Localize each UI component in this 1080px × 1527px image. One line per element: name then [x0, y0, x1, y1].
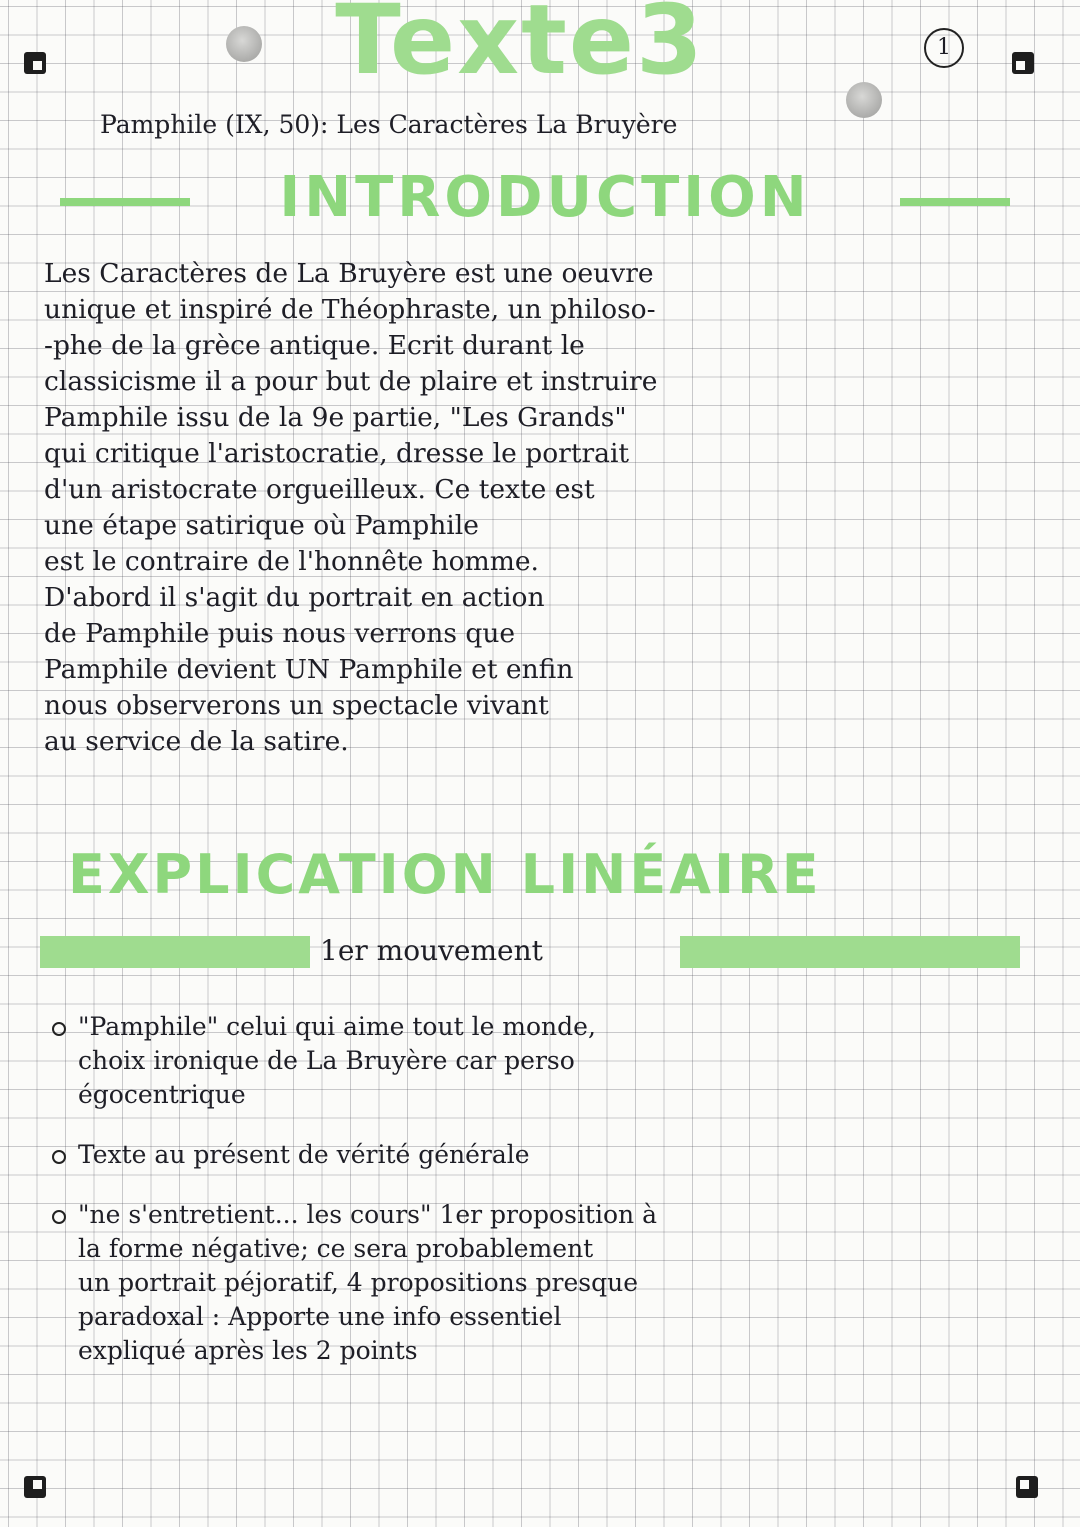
corner-marker-icon	[1012, 52, 1034, 74]
corner-marker-icon	[1016, 1476, 1038, 1498]
bullet-circle-icon	[52, 1022, 66, 1036]
text-line: "Pamphile" celui qui aime tout le monde,	[78, 1012, 596, 1041]
highlight-bar	[680, 936, 1020, 968]
corner-marker-icon	[24, 1476, 46, 1498]
page-title: Texte3	[335, 0, 705, 96]
text-line: classicisme il a pour but de plaire et instruire	[44, 366, 658, 397]
page-subtitle: Pamphile (IX, 50): Les Caractères La Bruyère	[100, 110, 678, 139]
highlight-bar	[40, 936, 310, 968]
list-item	[50, 1198, 1040, 1368]
text-line: Pamphile issu de la 9e partie, "Les Grands"	[44, 402, 627, 433]
bullet-circle-icon	[52, 1210, 66, 1224]
introduction-text	[44, 256, 1034, 760]
text-line: Les Caractères de La Bruyère est une oeuvre	[44, 258, 654, 289]
text-line: Pamphile devient UN Pamphile et enfin	[44, 654, 574, 685]
list-item	[50, 1138, 1040, 1172]
movement-label: 1er mouvement	[320, 934, 543, 967]
page-number: 1	[924, 28, 964, 68]
text-line: au service de la satire.	[44, 726, 349, 757]
bullet-circle-icon	[52, 1150, 66, 1164]
introduction-heading: INTRODUCTION	[40, 170, 1050, 226]
text-line: "ne s'entretient... les cours" 1er proposition à	[78, 1200, 657, 1229]
text-line: un portrait péjoratif, 4 propositions presque	[78, 1268, 638, 1297]
text-line: unique et inspiré de Théophraste, un philoso-	[44, 294, 656, 325]
text-line: qui critique l'aristocratie, dresse le portrait	[44, 438, 630, 469]
text-line: une étape satirique où Pamphile	[44, 510, 479, 541]
text-line: Texte au présent de vérité générale	[78, 1140, 530, 1169]
corner-marker-icon	[24, 52, 46, 74]
text-line: est le contraire de l'honnête homme.	[44, 546, 539, 577]
text-line: la forme négative; ce sera probablement	[78, 1234, 594, 1263]
text-line: d'un aristocrate orgueilleux. Ce texte est	[44, 474, 595, 505]
text-line: choix ironique de La Bruyère car perso	[78, 1046, 575, 1075]
text-line: égocentrique	[78, 1080, 246, 1109]
list-item	[50, 1010, 1040, 1112]
text-line: expliqué après les 2 points	[78, 1336, 418, 1365]
text-line: nous observerons un spectacle vivant	[44, 690, 549, 721]
text-line: paradoxal : Apporte une info essentiel	[78, 1302, 562, 1331]
text-line: -phe de la grèce antique. Ecrit durant le	[44, 330, 585, 361]
text-line: D'abord il s'agit du portrait en action	[44, 582, 545, 613]
explication-heading: EXPLICATION LINÉAIRE	[68, 843, 822, 906]
text-line: de Pamphile puis nous verrons que	[44, 618, 516, 649]
bullet-list	[50, 1010, 1040, 1394]
